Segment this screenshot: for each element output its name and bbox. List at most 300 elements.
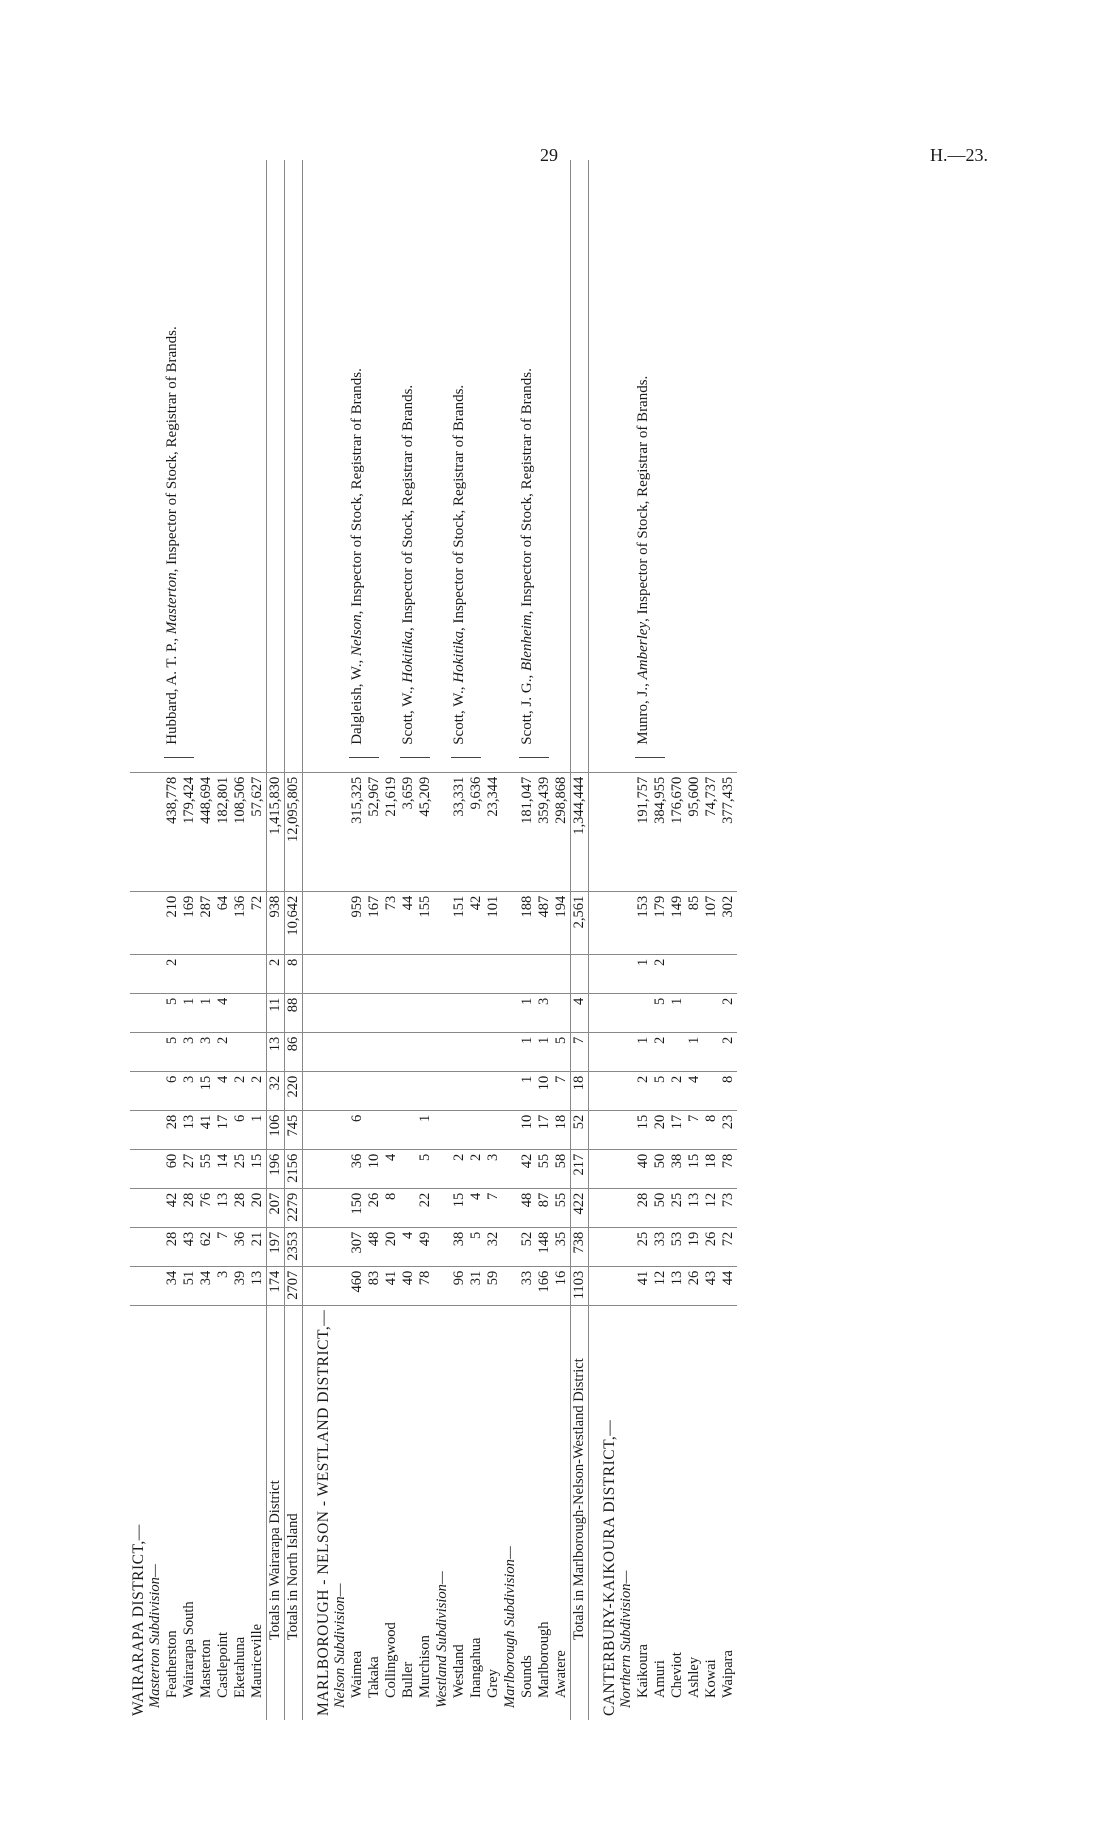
table-cell: 36: [349, 1149, 366, 1188]
table-cell: 422: [571, 1188, 589, 1227]
inspector-note: [349, 160, 400, 772]
table-cell: 4: [400, 1227, 417, 1266]
inspector-note-empty: [618, 160, 635, 772]
table-cell: 6: [164, 1071, 181, 1110]
table-cell: [249, 993, 267, 1032]
inspector-role: , Inspector of Stock, Registrar of Brands.: [400, 384, 416, 632]
table-cell: 2: [232, 1071, 249, 1110]
table-cell: [601, 1266, 618, 1305]
table-cell: 17: [536, 1110, 553, 1149]
row-label: Totals in Marlborough-Nelson-Westland District: [571, 1305, 589, 1720]
row-label: Marlborough: [536, 1621, 552, 1698]
table-cell: 1: [536, 1032, 553, 1071]
table-cell: 166: [536, 1266, 553, 1305]
table-cell: 41: [383, 1266, 400, 1305]
table-cell: 38: [451, 1227, 468, 1266]
table-cell: [589, 1071, 602, 1110]
table-cell: [601, 772, 618, 891]
table-cell: 41: [198, 1110, 215, 1149]
table-cell: 34: [198, 1266, 215, 1305]
table-cell: 3: [181, 1071, 198, 1110]
table-cell: [303, 891, 316, 954]
total-row: [571, 160, 589, 1720]
table-cell: 1,344,444: [571, 772, 589, 891]
table-cell: 2: [215, 1032, 232, 1071]
row-label: Murchison: [417, 1635, 433, 1698]
table-cell: 136: [232, 891, 249, 954]
table-cell: [618, 1149, 635, 1188]
table-cell: [315, 1032, 332, 1071]
row-label: Totals in Wairarapa District: [267, 1305, 285, 1720]
brace-icon: [451, 749, 481, 758]
inspector-place: Blenheim: [519, 614, 535, 672]
row-label: Northern Subdivision—: [618, 1570, 634, 1708]
table-cell: 13: [215, 1188, 232, 1227]
table-cell: [249, 1032, 267, 1071]
table-cell: 13: [267, 1032, 285, 1071]
page-number: 29: [540, 145, 558, 165]
table-cell: [147, 772, 164, 891]
table-cell: 33: [519, 1266, 536, 1305]
table-cell: [553, 954, 571, 993]
table-cell: [303, 1071, 316, 1110]
table-cell: 5: [468, 1227, 485, 1266]
brace-icon: [164, 749, 194, 758]
table-cell: 23: [720, 1110, 737, 1149]
table-cell: 49: [417, 1227, 434, 1266]
row-label: [303, 1305, 316, 1720]
row-label: Inangahua: [468, 1637, 484, 1698]
table-cell: 460: [349, 1266, 366, 1305]
table-cell: 2: [249, 1071, 267, 1110]
table-cell: 384,955: [652, 772, 669, 891]
table-cell: 15: [198, 1071, 215, 1110]
table-cell: [502, 1227, 519, 1266]
row-label: Masterton Subdivision—: [147, 1564, 163, 1708]
table-cell: [147, 891, 164, 954]
inspector-note: [400, 160, 434, 772]
table-cell: 55: [536, 1149, 553, 1188]
table-cell: 86: [285, 1032, 303, 1071]
table-cell: [332, 1266, 349, 1305]
table-cell: [571, 954, 589, 993]
table-cell: [618, 1032, 635, 1071]
row-label: Totals in North Island: [285, 1305, 303, 1720]
brace-icon: [400, 749, 430, 758]
table-cell: [669, 954, 686, 993]
table-cell: [468, 993, 485, 1032]
table-cell: [618, 1266, 635, 1305]
table-cell: 59: [485, 1266, 502, 1305]
table-cell: 26: [703, 1227, 720, 1266]
table-cell: 1,415,830: [267, 772, 285, 891]
inspector-name: Munro, J.,: [635, 679, 651, 745]
table-cell: 6: [232, 1110, 249, 1149]
inspector-note: [635, 160, 737, 772]
table-cell: 28: [232, 1188, 249, 1227]
table-cell: [686, 954, 703, 993]
table-cell: 33: [652, 1227, 669, 1266]
table-cell: 96: [451, 1266, 468, 1305]
table-cell: 179: [652, 891, 669, 954]
row-label: Castlepoint: [215, 1631, 231, 1698]
table-cell: [618, 1188, 635, 1227]
table-cell: 51: [181, 1266, 198, 1305]
row-label: CANTERBURY-KAIKOURA DISTRICT,—: [601, 1419, 618, 1716]
table-cell: [485, 993, 502, 1032]
table-cell: 36: [232, 1227, 249, 1266]
table-cell: 53: [669, 1227, 686, 1266]
table-cell: 2: [635, 1071, 652, 1110]
table-cell: 21: [249, 1227, 267, 1266]
inspector-note: [164, 160, 267, 772]
table-cell: [553, 993, 571, 1032]
table-cell: [332, 1188, 349, 1227]
table-cell: [303, 1188, 316, 1227]
table-cell: 2707: [285, 1266, 303, 1305]
table-cell: [502, 1071, 519, 1110]
row-label: Waimea: [349, 1650, 365, 1698]
table-cell: 34: [164, 1266, 181, 1305]
inspector-place: Nelson: [349, 614, 365, 657]
table-cell: 10: [536, 1071, 553, 1110]
table-cell: [198, 954, 215, 993]
table-cell: 13: [686, 1188, 703, 1227]
table-cell: [485, 1110, 502, 1149]
subdivision-heading: [147, 160, 164, 1720]
table-cell: 197: [267, 1227, 285, 1266]
inspector-note-empty: [502, 160, 519, 772]
table-cell: [400, 1149, 417, 1188]
table-cell: [332, 954, 349, 993]
table-cell: 1: [519, 1071, 536, 1110]
subdivision-heading: [618, 160, 635, 1720]
table-cell: [303, 1032, 316, 1071]
table-cell: 73: [720, 1188, 737, 1227]
table-cell: 155: [417, 891, 434, 954]
table-cell: 18: [703, 1149, 720, 1188]
table-cell: 107: [703, 891, 720, 954]
table-cell: 196: [267, 1149, 285, 1188]
row-label: Collingwood: [383, 1622, 399, 1698]
table-cell: 2: [267, 954, 285, 993]
table-cell: [303, 772, 316, 891]
table-cell: 27: [181, 1149, 198, 1188]
inspector-place: Amberley: [635, 621, 651, 680]
table-cell: 8: [703, 1110, 720, 1149]
table-cell: 302: [720, 891, 737, 954]
table-cell: [536, 954, 553, 993]
table-cell: 6: [349, 1110, 366, 1149]
table-cell: 52: [571, 1110, 589, 1149]
inspector-note-empty: [571, 160, 589, 772]
table-cell: [451, 1071, 468, 1110]
table-cell: 28: [181, 1188, 198, 1227]
row-label: [589, 1305, 602, 1720]
table-cell: 28: [164, 1227, 181, 1266]
table-cell: 4: [571, 993, 589, 1032]
table-cell: [601, 1227, 618, 1266]
row-label: WAIRARAPA DISTRICT,—: [130, 1524, 147, 1716]
table-cell: 78: [720, 1149, 737, 1188]
table-cell: 151: [451, 891, 468, 954]
table-cell: [147, 1071, 164, 1110]
table-cell: [315, 1149, 332, 1188]
table-cell: [383, 1032, 400, 1071]
table-cell: 207: [267, 1188, 285, 1227]
table-cell: 19: [686, 1227, 703, 1266]
table-cell: [434, 1149, 451, 1188]
table-cell: 12: [652, 1266, 669, 1305]
table-cell: [147, 993, 164, 1032]
table-cell: [130, 954, 147, 993]
table-cell: [366, 1110, 383, 1149]
table-cell: [434, 772, 451, 891]
table-cell: 2: [164, 954, 181, 993]
table-cell: 217: [571, 1149, 589, 1188]
table-cell: 188: [519, 891, 536, 954]
table-cell: [502, 1188, 519, 1227]
table-cell: [332, 1110, 349, 1149]
table-cell: 58: [553, 1149, 571, 1188]
table-cell: 359,439: [536, 772, 553, 891]
table-cell: [232, 954, 249, 993]
table-cell: [303, 1227, 316, 1266]
table-cell: [315, 1071, 332, 1110]
table-cell: 21,619: [383, 772, 400, 891]
table-cell: [147, 1110, 164, 1149]
table-row: [400, 160, 417, 1720]
table-cell: 5: [652, 1071, 669, 1110]
table-cell: 20: [652, 1110, 669, 1149]
table-cell: [130, 1110, 147, 1149]
table-cell: [589, 954, 602, 993]
table-cell: 72: [720, 1227, 737, 1266]
table-cell: [315, 1266, 332, 1305]
table-cell: 15: [249, 1149, 267, 1188]
table-cell: 20: [249, 1188, 267, 1227]
table-cell: 1: [635, 1032, 652, 1071]
table-cell: [400, 1188, 417, 1227]
table-cell: 43: [703, 1266, 720, 1305]
inspector-note-empty: [303, 160, 316, 772]
table-cell: [589, 1188, 602, 1227]
table-cell: 959: [349, 891, 366, 954]
table-cell: [451, 993, 468, 1032]
table-cell: 55: [553, 1188, 571, 1227]
table-cell: 1: [198, 993, 215, 1032]
table-cell: [589, 993, 602, 1032]
table-cell: [349, 954, 366, 993]
table-cell: [601, 1071, 618, 1110]
table-row: [164, 160, 181, 1720]
table-cell: 153: [635, 891, 652, 954]
table-cell: 167: [366, 891, 383, 954]
table-cell: 2: [720, 993, 737, 1032]
table-cell: 33,331: [451, 772, 468, 891]
table-cell: 2279: [285, 1188, 303, 1227]
brace-icon: [519, 749, 549, 758]
inspector-role: , Inspector of Stock, Registrar of Brands.: [519, 368, 535, 615]
table-cell: [366, 1071, 383, 1110]
table-cell: 52: [519, 1227, 536, 1266]
table-cell: [589, 891, 602, 954]
row-label: Amuri: [652, 1660, 668, 1698]
table-cell: [468, 1071, 485, 1110]
table-cell: [181, 954, 198, 993]
table-cell: [249, 954, 267, 993]
table-cell: 83: [366, 1266, 383, 1305]
table-cell: [703, 1071, 720, 1110]
table-cell: 5: [652, 993, 669, 1032]
row-label: Mauriceville: [249, 1623, 265, 1698]
table-cell: [434, 993, 451, 1032]
table-cell: [332, 772, 349, 891]
table-cell: 182,801: [215, 772, 232, 891]
table-cell: 50: [652, 1188, 669, 1227]
rotated-table-container: [130, 160, 970, 1720]
row-label: Westland Subdivision—: [434, 1571, 450, 1708]
table-cell: [303, 993, 316, 1032]
table-cell: 48: [519, 1188, 536, 1227]
table-cell: 2156: [285, 1149, 303, 1188]
inspector-note-empty: [147, 160, 164, 772]
table-cell: 8: [720, 1071, 737, 1110]
table-cell: [635, 993, 652, 1032]
table-cell: [502, 993, 519, 1032]
row-label: Westland: [451, 1644, 467, 1698]
table-cell: 7: [571, 1032, 589, 1071]
table-cell: [468, 954, 485, 993]
table-cell: 32: [485, 1227, 502, 1266]
table-cell: [502, 1110, 519, 1149]
inspector-note-empty: [130, 160, 147, 772]
table-cell: 25: [635, 1227, 652, 1266]
subdivision-heading: [502, 160, 519, 1720]
table-cell: 32: [267, 1071, 285, 1110]
row-label: Eketahuna: [232, 1636, 248, 1698]
table-cell: 181,047: [519, 772, 536, 891]
row-label: MARLBOROUGH - NELSON - WESTLAND DISTRICT,—: [315, 1309, 332, 1716]
table-cell: 11: [267, 993, 285, 1032]
inspector-role: , Inspector of Stock, Registrar of Brands.: [635, 375, 651, 622]
table-cell: [669, 1032, 686, 1071]
table-cell: 78: [417, 1266, 434, 1305]
table-cell: 5: [417, 1149, 434, 1188]
brace-icon: [349, 749, 379, 758]
table-cell: 10: [519, 1110, 536, 1149]
table-cell: [601, 1188, 618, 1227]
inspector-role: , Inspector of Stock, Registrar of Brands.: [349, 368, 365, 615]
table-cell: [400, 1071, 417, 1110]
table-cell: 26: [366, 1188, 383, 1227]
table-cell: 10: [366, 1149, 383, 1188]
table-cell: [485, 1032, 502, 1071]
table-cell: [303, 954, 316, 993]
table-cell: 62: [198, 1227, 215, 1266]
table-cell: 3: [198, 1032, 215, 1071]
inspector-name: Scott, W.,: [451, 682, 467, 745]
table-cell: 8: [285, 954, 303, 993]
total-row: [267, 160, 285, 1720]
table-cell: [601, 891, 618, 954]
table-cell: [417, 954, 434, 993]
table-cell: 13: [249, 1266, 267, 1305]
table-row: [349, 160, 366, 1720]
table-cell: 4: [468, 1188, 485, 1227]
row-label: Kaikoura: [635, 1644, 651, 1698]
table-cell: [130, 1266, 147, 1305]
table-cell: 2353: [285, 1227, 303, 1266]
row-label: Awatere: [553, 1650, 569, 1698]
table-cell: [434, 891, 451, 954]
table-cell: [485, 1071, 502, 1110]
table-cell: 55: [198, 1149, 215, 1188]
table-cell: 25: [232, 1149, 249, 1188]
table-cell: [485, 954, 502, 993]
table-cell: 169: [181, 891, 198, 954]
table-cell: [434, 1071, 451, 1110]
inspector-note-empty: [601, 160, 618, 772]
inspector-note: [451, 160, 502, 772]
table-cell: [601, 954, 618, 993]
table-cell: [434, 1110, 451, 1149]
table-cell: [601, 993, 618, 1032]
row-label: Grey: [485, 1669, 501, 1698]
table-cell: 18: [553, 1110, 571, 1149]
table-cell: 1: [519, 1032, 536, 1071]
inspector-note-empty: [434, 160, 451, 772]
inspector-note-empty: [285, 160, 303, 772]
table-cell: 40: [635, 1149, 652, 1188]
table-cell: 106: [267, 1110, 285, 1149]
table-cell: [232, 993, 249, 1032]
table-cell: [417, 1071, 434, 1110]
table-cell: [468, 1110, 485, 1149]
table-cell: [686, 993, 703, 1032]
row-label: Cheviot: [669, 1652, 685, 1698]
table-cell: 194: [553, 891, 571, 954]
table-cell: 1: [669, 993, 686, 1032]
table-cell: [703, 993, 720, 1032]
table-cell: 87: [536, 1188, 553, 1227]
table-cell: [601, 1032, 618, 1071]
table-cell: [215, 954, 232, 993]
table-cell: [502, 954, 519, 993]
table-cell: 3: [485, 1149, 502, 1188]
table-row: [635, 160, 652, 1720]
table-cell: [332, 993, 349, 1032]
row-label: Featherston: [164, 1630, 180, 1698]
table-cell: 39: [232, 1266, 249, 1305]
row-label: Ashley: [686, 1656, 702, 1698]
table-cell: [383, 954, 400, 993]
table-cell: [451, 954, 468, 993]
table-cell: 5: [553, 1032, 571, 1071]
table-cell: [147, 1149, 164, 1188]
table-cell: [618, 993, 635, 1032]
table-cell: 88: [285, 993, 303, 1032]
district-heading: [130, 160, 147, 1720]
inspector-name: Scott, J. G.,: [519, 671, 535, 745]
table-cell: 5: [164, 993, 181, 1032]
table-cell: [434, 954, 451, 993]
table-cell: 176,670: [669, 772, 686, 891]
inspector-role: , Inspector of Stock, Registrar of Brands.: [451, 384, 467, 632]
table-cell: 2: [720, 1032, 737, 1071]
table-cell: [349, 1032, 366, 1071]
district-heading: [315, 160, 332, 1720]
